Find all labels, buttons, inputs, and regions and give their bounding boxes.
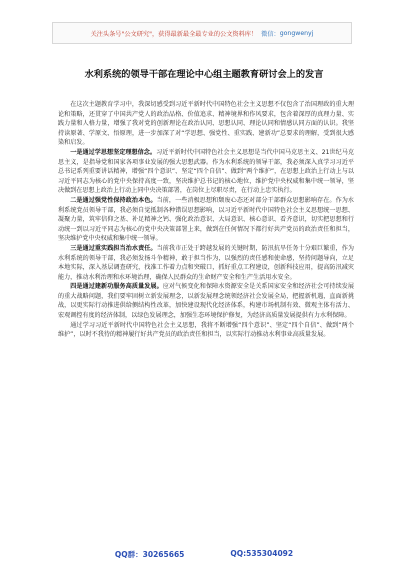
paragraph-point-4 <box>58 282 354 320</box>
promo-banner[interactable] <box>52 22 352 44</box>
paragraph-heading: 三是通过重实践担当治水责任。 <box>70 244 157 252</box>
wechat-label: 微信： <box>261 30 280 38</box>
paragraph-text: 在这次主题教育学习中，我深切感受到习近平新时代中国特色社会主义思想不仅包含了治国理政的重大理论和策略，还贯穿了中国共产党人的政治品格、价值追求、精神境界和作风要求，包含着深厚的真理力量、实践力量和人格力量，增强了我对党的创新理论在政治认同、思想认同、理论认同和情感认同方面的认识。我坚持读原著、学原文、悟原理，进一步加深了对“学思想、强党性、重实践、建新功”总要求的理解，受到很大感染和启发。 <box>58 101 354 147</box>
paragraph-heading: 四是通过建新功服务高质量发展。 <box>70 283 163 291</box>
promo-text: 关注头条号"公文研究"，获得最新最全最专业的公文资料库！ <box>90 30 258 38</box>
document-title: 水利系统的领导干部在理论中心组主题教育研讨会上的发言 <box>84 69 324 80</box>
paragraph-text: 习近平新时代中国特色社会主义思想是当代中国马克思主义、21世纪马克思主义，是指导党和国家各项事业发展的强大思想武器。作为水利系统的领导干部，我必须深入真学习习近平总书记系列重要讲话精神，增强“四个意识”、坚定“四个自信”、做到“两个维护”，在思想上政治上行动上与以习近平同志为核心的党中央保持高度一致，坚决维护总书记的核心地位，维护党中央权威和集中统一领导，坚决做到在思想上政治上行动上同中央决策部署，在岗位上尽职尽责，在行动上忠实执行。 <box>58 148 354 195</box>
paragraph-text: 当前我市正处于跨越发展的关键时期，防汛抗旱任务十分艰巨繁重，作为水利系统的领导干部，我必须发扬斗争精神，敢于担当作为，以强烈的责任感和使命感，坚持问题导向，立足本地实际，深入基层调查研究，找准工作着力点和突破口，抓好重点工程建设，创新科技应用，提高防汛减灾能力，推动水利治理和水环境治理，确保人民群众的生命财产安全和生产生活用水安全。 <box>58 244 355 281</box>
paragraph-text: 应对气候变化和保障水资源安全是关系国家安全和经济社会可持续发展的重大战略问题，我们要牢固树立新发展理念，以新发展理念统领经济社会发展全局，把握新机遇，直面新挑战，以更实际行动推进供给侧结构性改革，加快建设现代化经济体系，构建市场机制有效、微观主体有活力、宏观调控有度的经济体制，以绿色发展理念，加强生态环境保护修复，为经济高质量发展提供有力水利保障。 <box>58 283 355 320</box>
qq-group-text: QQ群：30265665 <box>114 550 185 559</box>
paragraph-heading: 一是通过学思想坚定理想信念。 <box>70 148 157 156</box>
contact-footer <box>0 549 408 560</box>
qq-number-text: QQ:535304092 <box>230 549 294 558</box>
paragraph-text: 当前，一些消极思想和颓废心态还对部分干部群众思想影响存在。作为水利系统党员领导干部，我必须自觉抵制各种错误思想影响，以习近平新时代中国特色社会主义思想统一思想、凝聚力量，筑牢信仰之基、补足精神之钙、强化政治意识、大局意识、核心意识、看齐意识，切实把思想和行动统一到以习近平同志为核心的党中央决策部署上来，做到在任何情况下都行好共产党员的政治责任和担当，坚决维护党中央权威和集中统一领导。 <box>58 196 355 243</box>
paragraph-text: 通过学习习近平新时代中国特色社会主义思想，我将不断增强“四个意识”、坚定“四个自信”、做到“两个维护”，以时不我待的精神履行好共产党员的政治责任和担当，以实际行动推动水利事业高质量发展。 <box>58 321 354 339</box>
paragraph-intro <box>58 100 354 148</box>
paragraph-conclusion <box>58 321 354 340</box>
paragraph-point-2 <box>58 196 354 244</box>
document-body <box>58 100 354 340</box>
wechat-id: gongwenyj <box>279 29 314 37</box>
paragraph-point-3 <box>58 244 354 282</box>
paragraph-heading: 二是通过强党性保持政治本色。 <box>70 196 157 204</box>
paragraph-point-1 <box>58 148 354 196</box>
